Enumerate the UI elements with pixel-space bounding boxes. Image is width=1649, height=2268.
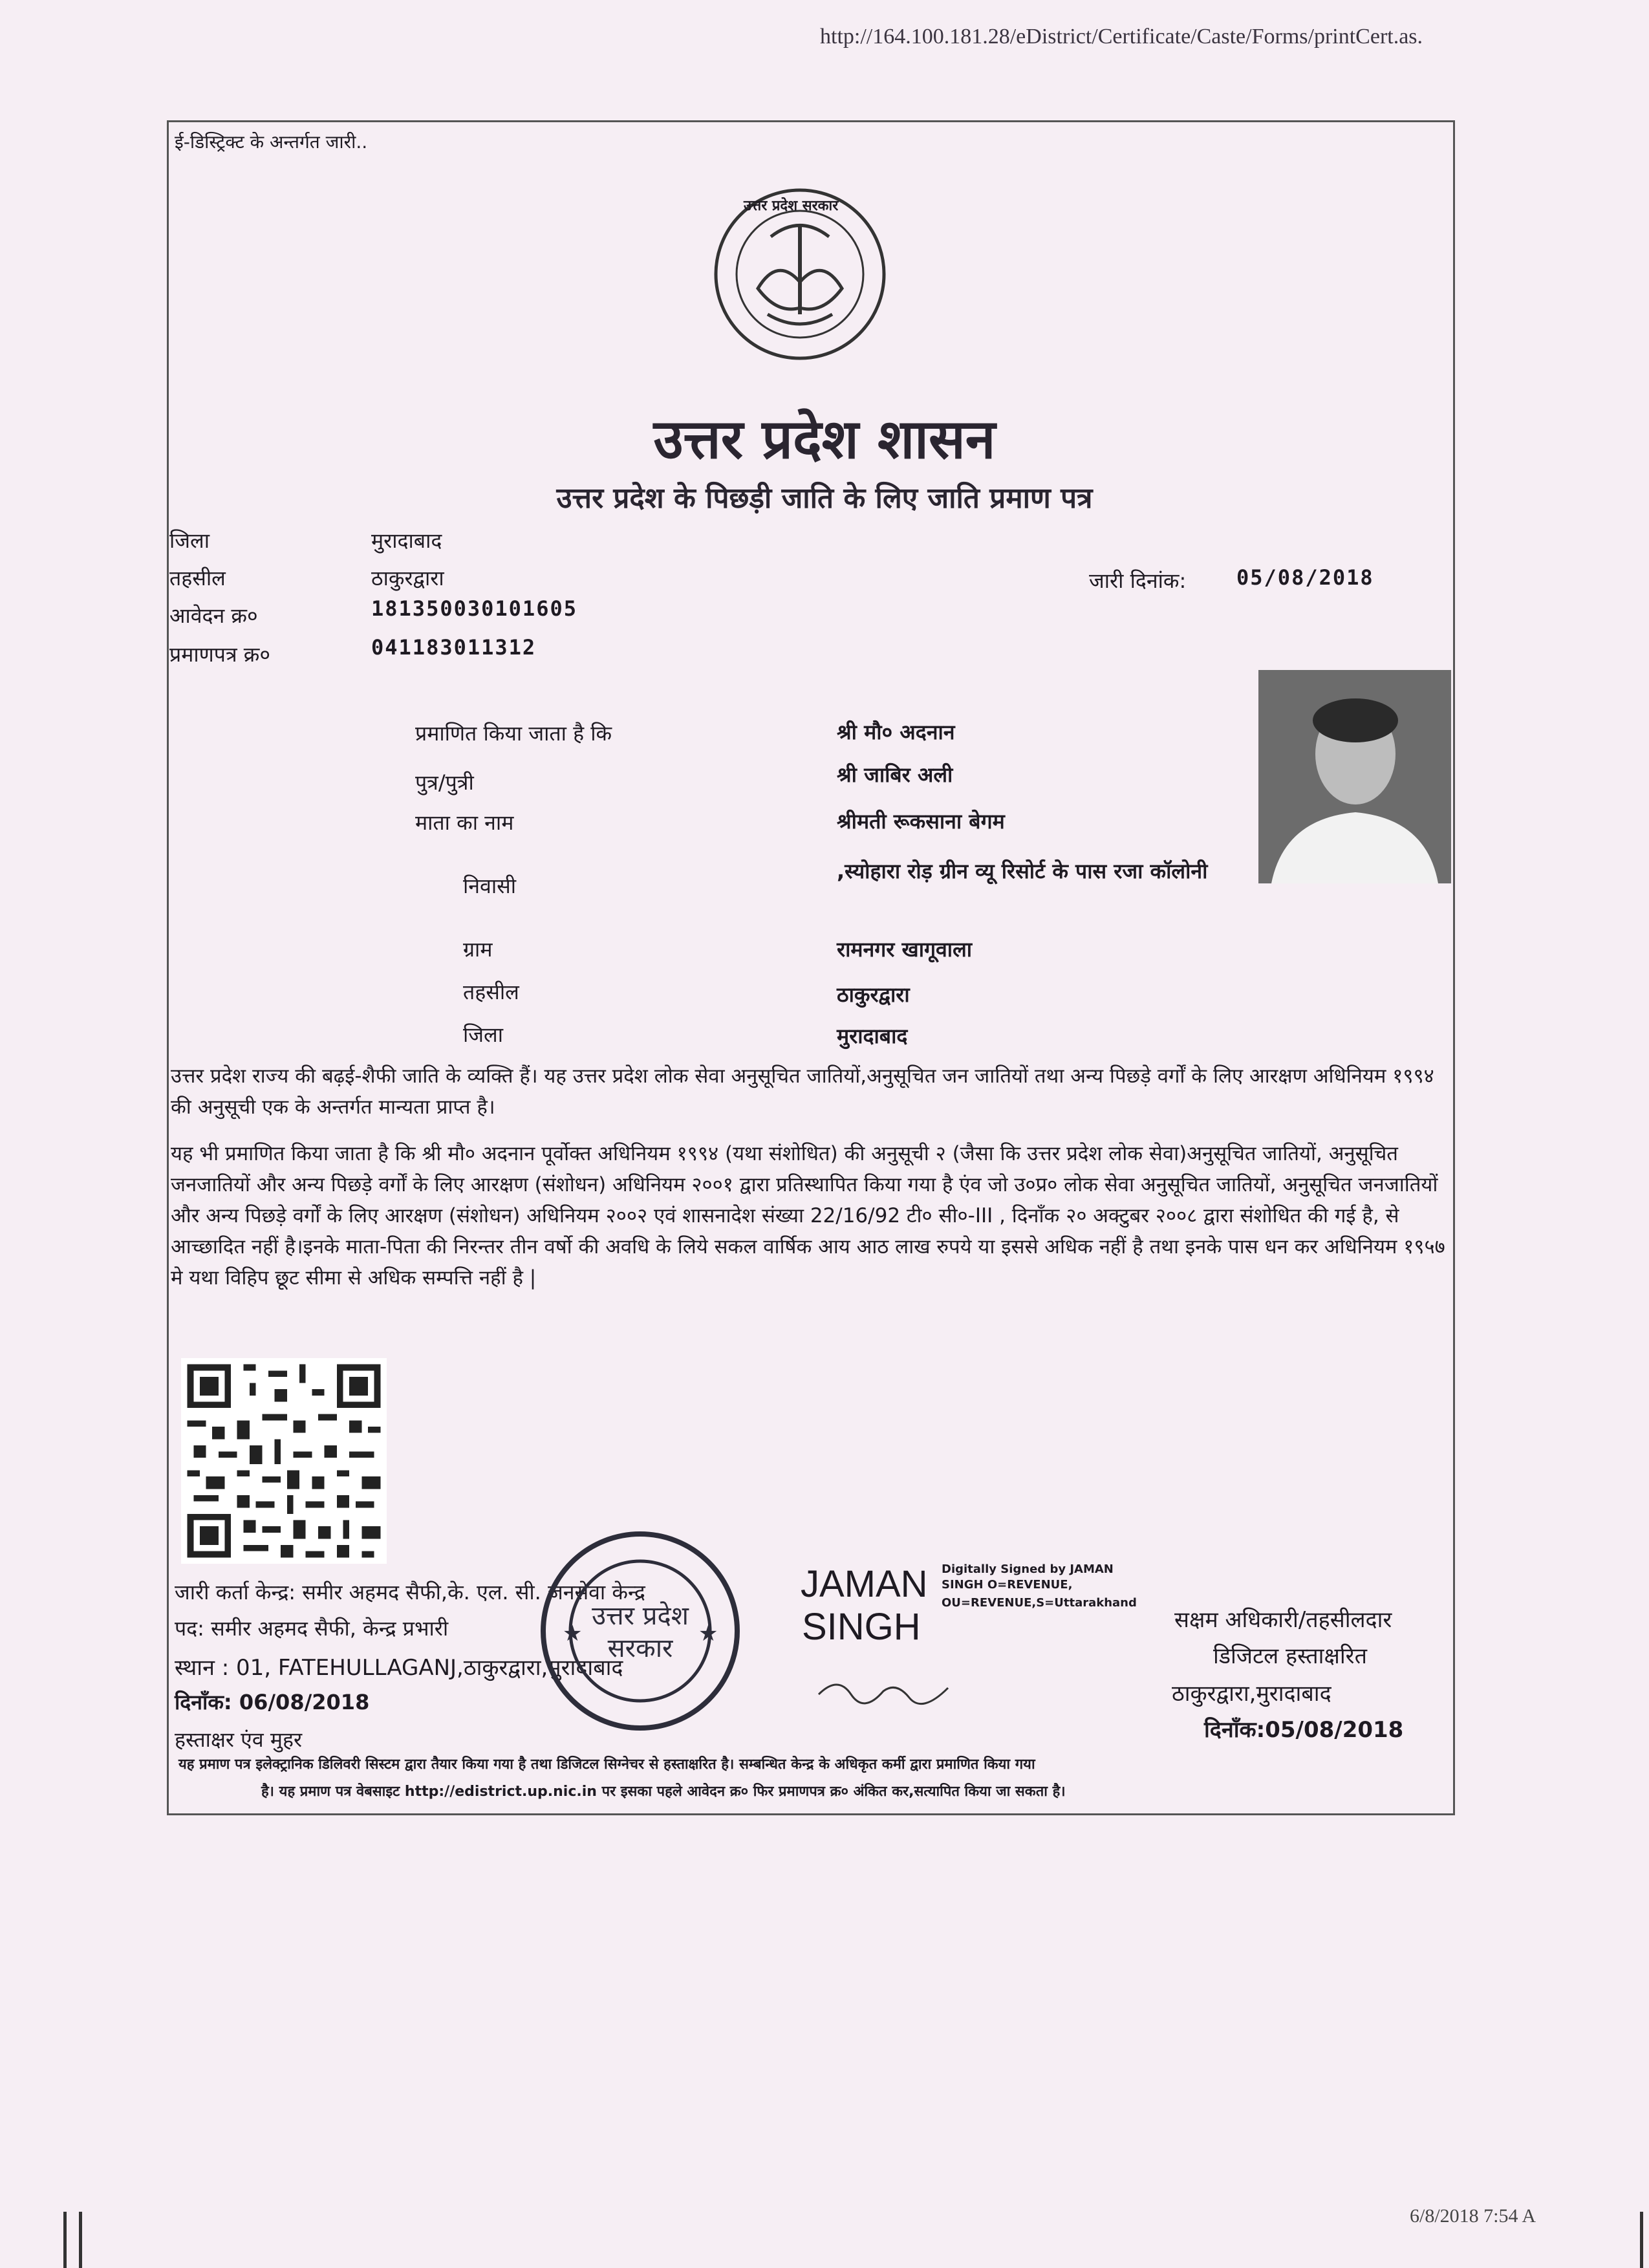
verification-qr-code — [181, 1358, 387, 1564]
svg-text:★: ★ — [698, 1621, 718, 1647]
certificate-no-value: 041183011312 — [371, 635, 537, 660]
edge-mark — [1640, 2212, 1643, 2268]
office-seal-icon — [537, 1528, 744, 1734]
issuer-post: पद: समीर अहमद सैफी, केन्द्र प्रभारी — [175, 1616, 449, 1641]
detail-tehsil-label: तहसील — [463, 980, 519, 1004]
issued-under-note: ई-डिस्ट्रिक्ट के अन्तर्गत जारी.. — [175, 131, 368, 153]
tehsil-value: ठाकुरद्वारा — [371, 566, 444, 590]
svg-text:सरकार: सरकार — [607, 1634, 673, 1663]
digital-sign-name-2: SINGH — [802, 1606, 921, 1648]
district-label: जिला — [169, 528, 210, 553]
application-no-value: 181350030101605 — [371, 596, 577, 621]
digital-sign-meta-3: OU=REVENUE,S=Uttarakhand — [942, 1596, 1137, 1610]
emblem-text: उत्तर प्रदेश सरकार — [744, 198, 839, 214]
village-value: रामनगर खागूवाला — [837, 937, 973, 962]
detail-district-label: जिला — [463, 1022, 504, 1047]
footer-note-1: यह प्रमाण पत्र इलेक्ट्रानिक डिलिवरी सिस्टम द्वारा तैयार किया गया है तथा डिजिटल सिग्नेचर से हस्ताक्षरित है। सम्बन्धित केन्द्र के अधिकृत कर्मी द्वारा प्रमाणित किया गया — [178, 1756, 1035, 1773]
applicant-photo — [1258, 670, 1451, 883]
svg-text:उत्तर प्रदेश: उत्तर प्रदेश — [592, 1601, 689, 1631]
document-subtitle: उत्तर प्रदेश के पिछड़ी जाति के लिए जाति प्रमाण पत्र — [556, 482, 1093, 515]
certificate-no-label: प्रमाणपत्र क्र० — [169, 642, 270, 667]
authority-designation: सक्षम अधिकारी/तहसीलदार — [1174, 1607, 1392, 1633]
resident-label: निवासी — [463, 874, 517, 898]
applicant-name: श्री मौ० अदनान — [837, 720, 955, 744]
signature-scribble-icon — [812, 1669, 954, 1714]
digital-sign-name-1: JAMAN — [801, 1563, 928, 1605]
application-no-label: आवेदन क्र० — [169, 603, 258, 628]
resident-address: ,स्योहारा रोड़ ग्रीन व्यू रिसोर्ट के पास रजा कॉलोनी — [837, 859, 1208, 883]
caste-statement: उत्तर प्रदेश राज्य की बढ़ई-शैफी जाति के व्यक्ति हैं। यह उत्तर प्रदेश लोक सेवा अनुसूचित जातियों,अनुसूचित जन जातियों तथा अन्य पिछड़े वर्गों के लिए आरक्षण अधिनियम १९९४ की अनुसूची एक के अन्तर्गत मान्यता प्राप्त है। — [171, 1064, 1434, 1119]
son-daughter-label: पुत्र/पुत्री — [415, 770, 474, 795]
authority-digitally-signed: डिजिटल हस्ताक्षरित — [1213, 1643, 1367, 1669]
father-name: श्री जाबिर अली — [837, 762, 953, 787]
certified-label: प्रमाणित किया जाता है कि — [415, 721, 612, 746]
issuer-place: स्थान : 01, FATEHULLAGANJ,ठाकुरद्वारा,मुरादाबाद — [175, 1655, 623, 1681]
creamy-layer-statement: यह भी प्रमाणित किया जाता है कि श्री मौ० अदनान पूर्वोक्त अधिनियम १९९४ (यथा संशोधित) की अनुसूची २ (जैसा कि उत्तर प्रदेश लोक सेवा)अनुसूचित जातियों, अनुसूचित जनजातियों और अन्य पिछड़े वर्गों के लिए आरक्षण (संशोधन) अधिनियम २००१ द्वारा प्रतिस्थापित किया गया है एंव जो उ०प्र० लोक सेवा अनुसूचित जातियों, अनुसूचित जनजातियों और अन्य पिछड़े वर्गों के लिए आरक्षण (संशोधन) अधिनियम २००२ एवं शासनादेश संख्या 22/16/92 टी० सी०-III , दिनाँक २० अक्टुबर २००८ द्वारा संशोधित की गई है, से आच्छादित नहीं है।इनके माता-पिता की निरन्तर तीन वर्षो की अवधि के लिये सकल वार्षिक आय आठ लाख रुपये या इससे अधिक नहीं है तथा इनके पास धन कर अधिनियम १९५७ मे यथा विहिप छूट सीमा से अधिक सम्पत्ति नहीं है | — [171, 1142, 1445, 1290]
issue-date-label: जारी दिनांक: — [1089, 568, 1187, 593]
mother-label: माता का नाम — [415, 810, 514, 835]
print-timestamp: 6/8/2018 7:54 A — [1410, 2205, 1536, 2227]
person-photo-icon — [1258, 670, 1451, 883]
authority-location: ठाकुरद्वारा,मुरादाबाद — [1172, 1681, 1331, 1707]
digital-sign-meta-2: SINGH O=REVENUE, — [942, 1578, 1073, 1592]
page-url: http://164.100.181.28/eDistrict/Certificate/Caste/Forms/printCert.as. — [820, 25, 1423, 49]
issuer-date: दिनाँक: 06/08/2018 — [175, 1690, 370, 1714]
mother-name: श्रीमती रूकसाना बेगम — [837, 809, 1005, 834]
village-label: ग्राम — [463, 937, 493, 962]
authority-date: दिनाँक:05/08/2018 — [1204, 1717, 1404, 1743]
edge-mark — [63, 2212, 67, 2268]
issue-date-value: 05/08/2018 — [1236, 565, 1374, 590]
detail-tehsil-value: ठाकुरद्वारा — [837, 982, 910, 1007]
detail-district-value: मुरादाबाद — [837, 1024, 908, 1048]
svg-text:★: ★ — [563, 1621, 583, 1647]
edge-mark — [79, 2212, 82, 2268]
signature-and-seal-label: हस्ताक्षर एंव मुहर — [175, 1727, 303, 1752]
footer-note-2: है। यह प्रमाण पत्र वेबसाइट http://edistrict.up.nic.in पर इसका पहले आवेदन क्र० फिर प्रमाणपत्र क्र० अंकित कर,सत्यापित किया जा सकता है। — [261, 1784, 1066, 1800]
digital-sign-meta-1: Digitally Signed by JAMAN — [942, 1562, 1114, 1576]
district-value: मुरादाबाद — [371, 528, 442, 553]
document-title: उत्तर प्रदेश शासन — [653, 407, 996, 471]
tehsil-label: तहसील — [169, 566, 226, 590]
issuing-centre: जारी कर्ता केन्द्र: समीर अहमद सैफी,के. एल. सी. जनसेवा केन्द्र — [175, 1580, 645, 1604]
